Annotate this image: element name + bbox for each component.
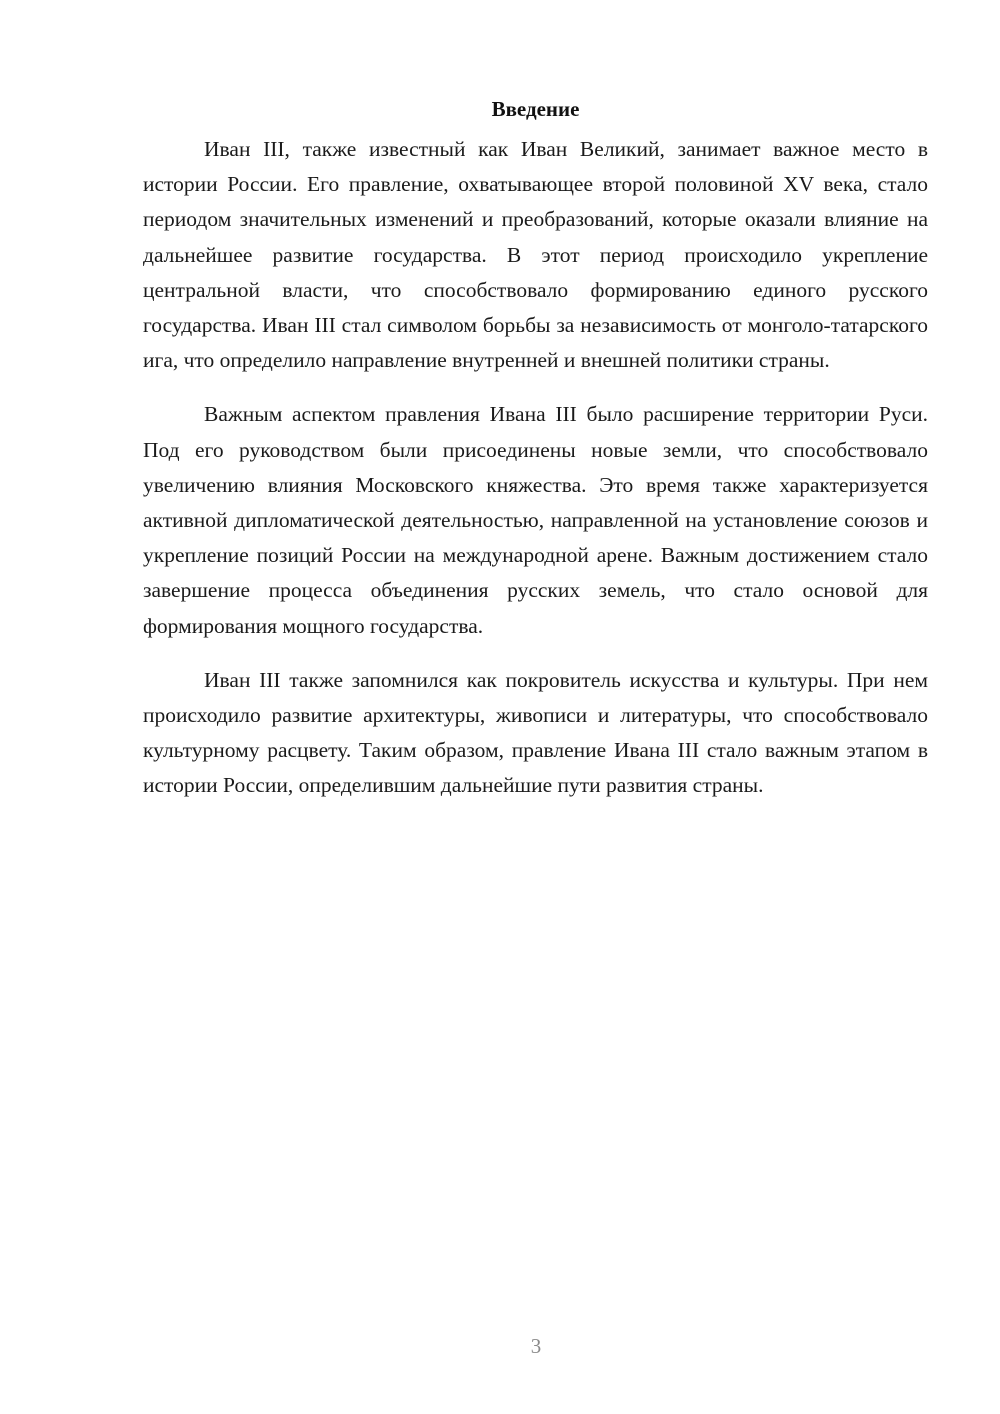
paragraph-2: Важным аспектом правления Ивана III было расширение территории Руси. Под его руководством были присоединены новые земли, что способствовало увеличению влияния Московского княжества. Это время также характеризуется активной дипломатической деятельностью, направленной на установление союзов и укрепление позиций России на международной арене. Важным достижением стало завершение процесса объединения русских земель, что стало основой для формирования мощного государства.	[143, 402, 928, 638]
paragraph-3: Иван III также запомнился как покровитель искусства и культуры. При нем происходило развитие архитектуры, живописи и литературы, что способствовало культурному расцвету. Таким образом, правление Ивана III стало важным этапом в истории России, определившим дальнейшие пути развития страны.	[143, 667, 928, 798]
section-heading: Введение	[491, 97, 580, 121]
paragraph-1: Иван III, также известный как Иван Великий, занимает важное место в истории России. Его правление, охватывающее второй половиной XV века, стало периодом значительных изменений и преобразований, которые оказали влияние на дальнейшее развитие государства. В этот период происходило укрепление центральной власти, что способствовало формированию единого русского государства. Иван III стал символом борьбы за независимость от монголо-татарского ига, что определило направление внутренней и внешней политики страны.	[143, 137, 928, 373]
page-number: 3	[530, 1334, 542, 1358]
document-body	[143, 92, 928, 823]
